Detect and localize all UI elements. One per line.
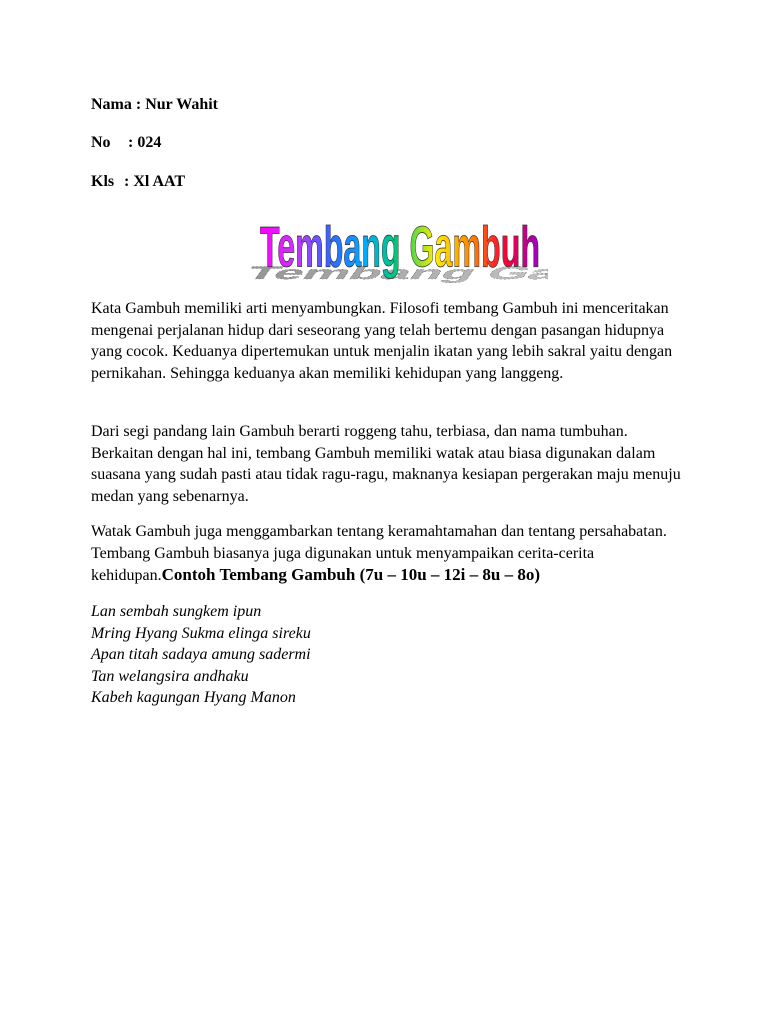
paragraph-3-text: Watak Gambuh juga menggambarkan tentang keramahtamahan dan tentang persahabatan. Tembang Gambuh biasanya juga digunakan untuk menyampaikan cerita-cerita kehidupan. bbox=[91, 523, 667, 584]
example-heading: Contoh Tembang Gambuh (7u – 10u – 12i – 8u – 8o) bbox=[161, 565, 540, 584]
poem-block bbox=[91, 601, 691, 709]
name-label: Nama bbox=[91, 96, 132, 113]
paragraph-2: Dari segi pandang lain Gambuh berarti roggeng tahu, terbiasa, dan nama tumbuhan. Berkaitan dengan hal ini, tembang Gambuh memiliki watak atau biasa digunakan dalam suasana yang sudah pasti atau tidak ragu-ragu, maknanya kesiapan pergerakan maju menuju medan yang sebenarnya. bbox=[91, 423, 681, 505]
number-label: No bbox=[91, 134, 111, 151]
class-label: Kls bbox=[91, 173, 115, 190]
number-line: No : 024 bbox=[91, 134, 162, 151]
class-value: Xl AAT bbox=[133, 173, 186, 190]
name-line: Nama : Nur Wahit bbox=[91, 96, 218, 113]
number-value: 024 bbox=[137, 134, 162, 151]
class-line: Kls : Xl AAT bbox=[91, 173, 186, 190]
poem-line: Kabeh kagungan Hyang Manon bbox=[91, 689, 296, 706]
paragraph-3 bbox=[91, 521, 691, 587]
wordart-title bbox=[228, 200, 548, 290]
poem-line: Apan titah sadaya amung sadermi bbox=[91, 646, 311, 663]
wordart-title-svg bbox=[228, 200, 548, 290]
wordart-shadow-text: Tembang Gambuh bbox=[240, 263, 548, 284]
poem-line: Mring Hyang Sukma elinga sireku bbox=[91, 624, 311, 642]
name-value: Nur Wahit bbox=[145, 96, 218, 113]
poem-line: Tan welangsira andhaku bbox=[91, 667, 249, 685]
paragraph-1: Kata Gambuh memiliki arti menyambungkan. Filosofi tembang Gambuh ini menceritakan mengenai perjalanan hidup dari seseorang yang telah bertemu dengan pasangan hidupnya yang cocok. Keduanya dipertemukan untuk menjalin ikatan yang lebih sakral yaitu dengan pernikahan. Sehingga keduanya akan memiliki kehidupan yang langgeng. bbox=[91, 300, 673, 382]
poem-line: Lan sembah sungkem ipun bbox=[91, 603, 262, 620]
wordart-title-text: Tembang Gambuh bbox=[260, 215, 540, 280]
